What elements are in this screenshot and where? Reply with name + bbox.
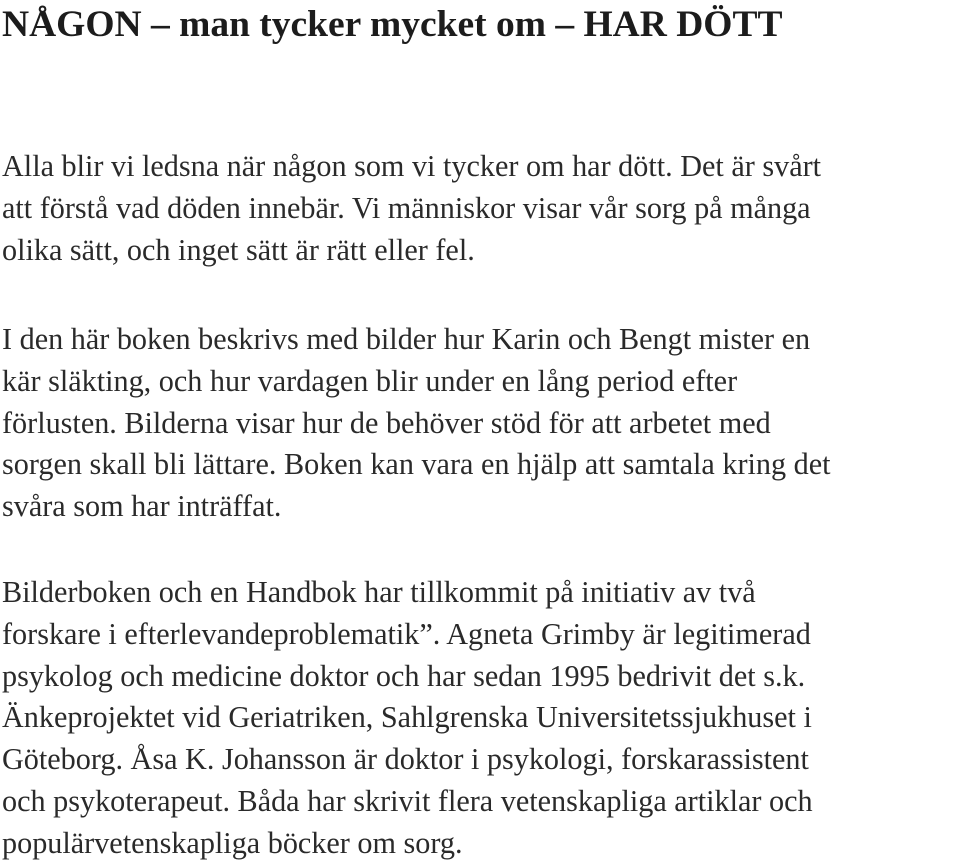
page-title: NÅGON – man tycker mycket om – HAR DÖTT bbox=[2, 4, 783, 45]
text-line: svåra som har inträffat. bbox=[2, 489, 282, 524]
text-line: forskare i efterlevandeproblematik”. Agneta Grimby är legitimerad bbox=[2, 616, 811, 651]
text-line: populärvetenskapliga böcker om sorg. bbox=[2, 825, 463, 860]
text-line: Göteborg. Åsa K. Johansson är doktor i psykologi, forskarassistent bbox=[2, 742, 809, 777]
text-line: sorgen skall bli lättare. Boken kan vara en hjälp att samtala kring det bbox=[2, 447, 831, 482]
text-line: Alla blir vi ledsna när någon som vi tycker om har dött. Det är svårt bbox=[2, 149, 822, 183]
text-line: olika sätt, och inget sätt är rätt eller fel. bbox=[2, 232, 475, 267]
paragraph-book-description bbox=[2, 319, 831, 528]
text-line: förlusten. Bilderna visar hur de behöver stöd för att arbetet med bbox=[2, 405, 771, 440]
text-line: Bilderboken och en Handbok har tillkommit på initiativ av två bbox=[2, 575, 756, 609]
text-line: att förstå vad döden innebär. Vi människor visar vår sorg på många bbox=[2, 190, 811, 225]
text-line: I den här boken beskrivs med bilder hur Karin och Bengt mister en bbox=[2, 322, 811, 356]
text-line: psykolog och medicine doktor och har sedan 1995 bedrivit det s.k. bbox=[2, 658, 806, 693]
text-line: kär släkting, och hur vardagen blir under en lång period efter bbox=[2, 363, 738, 398]
text-line: Änkeprojektet vid Geriatriken, Sahlgrenska Universitetssjukhuset i bbox=[2, 700, 812, 735]
paragraph-authors bbox=[2, 572, 813, 865]
paragraph-intro bbox=[2, 146, 821, 271]
text-line: och psykoterapeut. Båda har skrivit flera vetenskapliga artiklar och bbox=[2, 783, 813, 818]
